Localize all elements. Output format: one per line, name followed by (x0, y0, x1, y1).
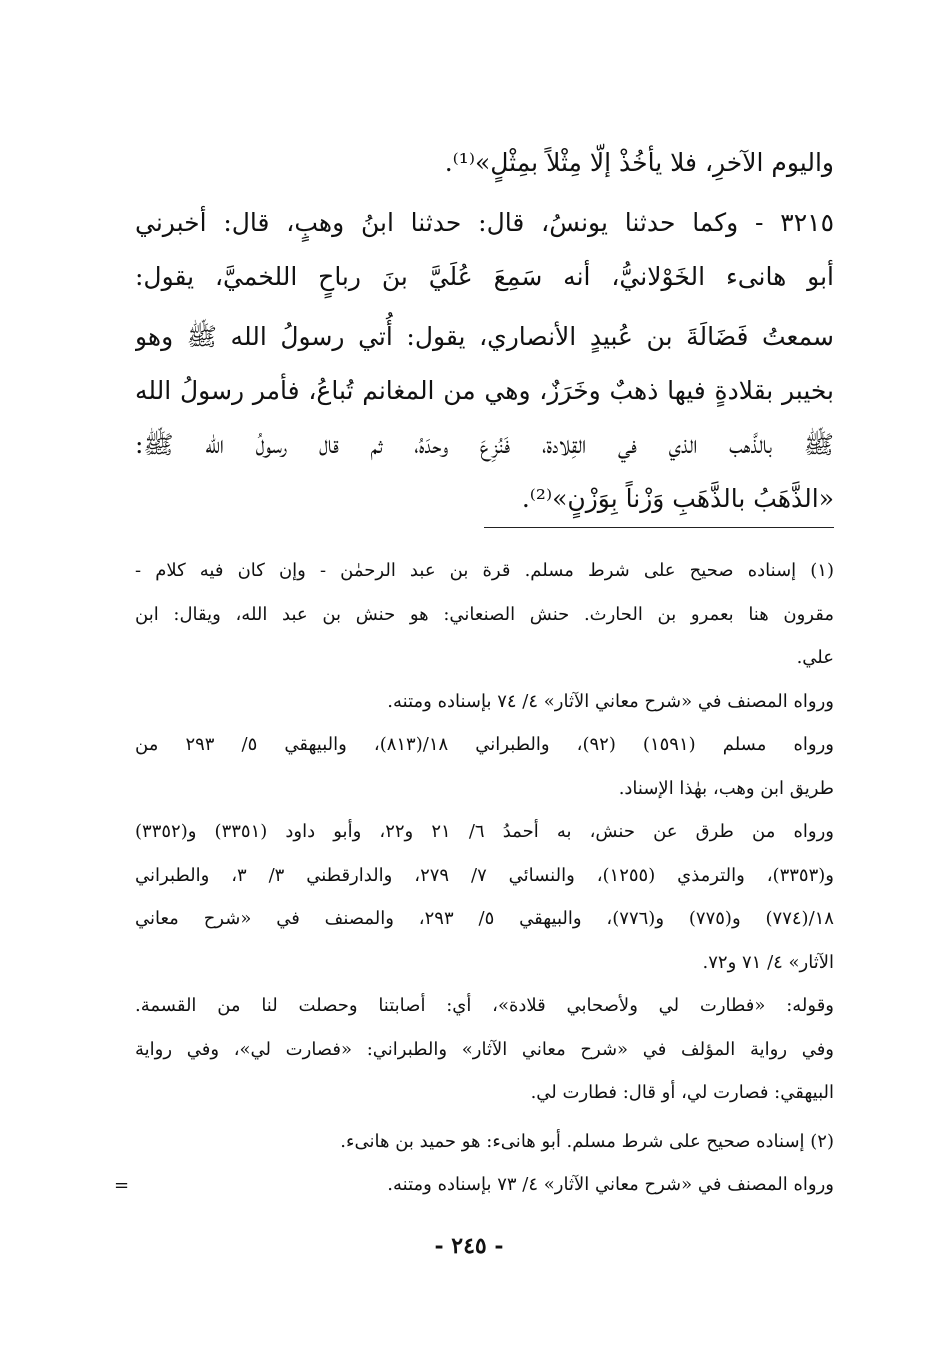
footnote-2-line: (٢) إسناده صحيح على شرط مسلم. أبو هانىء: هو حميد بن هانىء. (340, 1130, 834, 1152)
page-number: - ٢٤٥ - (434, 1233, 504, 1259)
footnote-separator (484, 527, 834, 528)
footnote-line: ورواه المصنف في «شرح معاني الآثار» ٤/ ٧٣ بإسناده ومتنه. (387, 1174, 834, 1195)
continuation-mark: = (114, 1175, 130, 1196)
body-line: «الذَّهَبُ بالذَّهَبِ وَزْناً بِوَزْنٍ»⁽²⁾. (521, 484, 834, 513)
footnote-line: علي. (796, 647, 834, 668)
footnote-line: وفي رواية المؤلف في «شرح معاني الآثار» والطبراني: «فصارت لي»، وفي رواية (135, 1038, 834, 1060)
footnote-line: و(٣٣٥٣)، والترمذي (١٢٥٥)، والنسائي ٧/ ٢٧٩، والدارقطني ٣/ ٣، والطبراني (135, 864, 834, 886)
footnote-line: ورواه المصنف في «شرح معاني الآثار» ٤/ ٧٤ بإسناده ومتنه. (387, 690, 834, 712)
body-line: سمعتُ فَضَالَةَ بن عُبيدٍ الأنصاري، يقول: أُتي رسولُ الله ﷺ وهو (135, 322, 834, 351)
body-line: بخيبر بقلادةٍ فيها ذهبٌ وخَرَزٌ، وهي من المغانم تُباعُ، فأمر رسولُ الله (135, 376, 834, 405)
footnote-line: ١٨/(٧٧٤) و(٧٧٥) و(٧٧٦)، والبيهقي ٥/ ٢٩٣، والمصنف في «شرح معاني (135, 908, 834, 929)
hadith-3215-line: ٣٢١٥ - وكما حدثنا يونسُ، قال: حدثنا ابنُ وهبٍ، قال: أخبرني (135, 208, 834, 237)
body-line: ﷺ بالذَّهب الذي في القِلادة، فَنُزِعَ وحدَهُ، ثم قال رسولُ الله ﷺ: (135, 430, 834, 459)
footnote-line: ورواه من طرق عن حنش، به أحمدُ ٦/ ٢١ و٢٢، وأبو داود (٣٣٥١) و(٣٣٥٢) (135, 821, 834, 842)
body-line: واليوم الآخرِ، فلا يأخُذْ إلّا مِثْلاً بمِثْلٍ»⁽¹⁾. (444, 148, 834, 177)
footnote-line: مقرون هنا بعمرو بن الحارث. حنش الصنعاني: هو حنش بن عبد الله، ويقال: ابن (135, 603, 834, 625)
body-line: أبو هانىء الخَوْلانيُّ، أنه سَمِعَ عُلَيَّ بنَ رباحٍ اللخميَّ، يقول: (135, 262, 834, 291)
footnote-1-line: (١) إسناده صحيح على شرط مسلم. قرة بن عبد الرحمٰن - وإن كان فيه كلام - (135, 560, 834, 581)
main-text (135, 136, 834, 526)
footnotes (135, 549, 834, 1207)
footnote-line: طريق ابن وهب، بهٰذا الإسناد. (618, 777, 834, 799)
footnote-line: الآثار» ٤/ ٧١ و٧٢. (702, 951, 834, 973)
footnote-line: وقوله: «فطارت لي ولأصحابي قلادة»، أي: أصابتنا وحصلت لنا من القسمة. (135, 995, 834, 1016)
footnote-line: البيهقي: فصارت لي، أو قال: فطارت لي. (530, 1082, 834, 1103)
footnote-line: ورواه مسلم (١٥٩١) (٩٢)، والطبراني ١٨/(٨١٣)، والبيهقي ٥/ ٢٩٣ من (135, 734, 834, 755)
